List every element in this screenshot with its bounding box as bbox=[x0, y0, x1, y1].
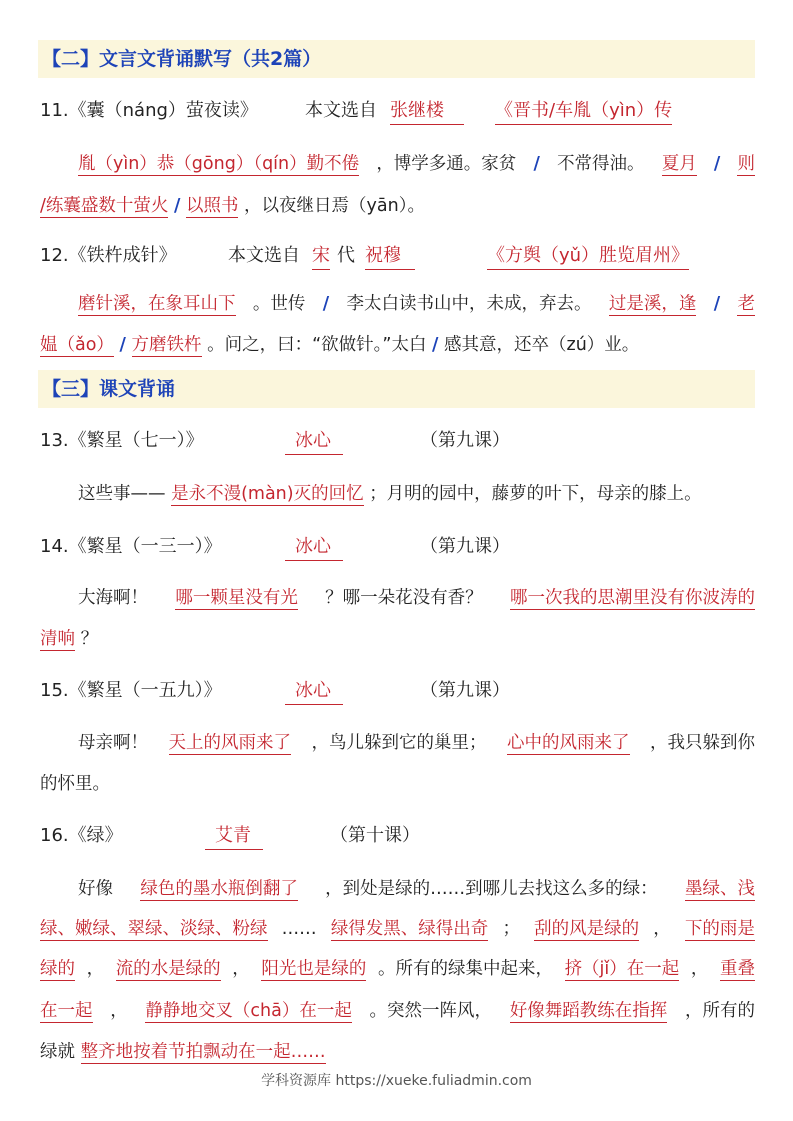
pause-mark: / bbox=[713, 294, 721, 314]
text: 母亲啊！ bbox=[78, 733, 148, 753]
answer-text: 哪一次我的思潮里没有你波涛的 bbox=[509, 588, 755, 608]
text: ？哪一朵花没有香？ bbox=[325, 588, 483, 608]
poem-title: 16.《绿》 bbox=[40, 825, 123, 846]
poem-title-row bbox=[40, 824, 755, 848]
pause-mark: / bbox=[119, 335, 126, 355]
text: ；月明的园中，藤萝的叶下，母亲的膝上。 bbox=[369, 484, 702, 504]
text: 大海啊！ bbox=[78, 588, 148, 608]
author-answer: 冰心 bbox=[285, 429, 343, 455]
text: 好像 bbox=[78, 879, 113, 899]
text: 这些事—— bbox=[78, 484, 166, 504]
answer-text: 过是溪，逢 bbox=[608, 294, 697, 314]
text: 的怀里。 bbox=[40, 774, 110, 794]
text: 。突然一阵风， bbox=[369, 1001, 493, 1021]
pause-mark: / bbox=[432, 335, 439, 355]
lesson-label: （第十课） bbox=[330, 825, 420, 846]
text: 李太白读书山中，未成，弃去。 bbox=[346, 294, 592, 314]
text-line bbox=[40, 627, 755, 651]
source-answer: 《晋书/车胤（yìn）传 bbox=[495, 99, 672, 125]
answer-text: 流的水是绿的 bbox=[115, 959, 221, 979]
text: 。世传 bbox=[252, 294, 306, 314]
answer-text: 哪一颗星没有光 bbox=[175, 588, 298, 608]
text: ，到处是绿的……到哪儿去找这么多的绿： bbox=[325, 879, 658, 899]
pause-mark: / bbox=[713, 154, 721, 174]
poem-title-row bbox=[40, 679, 755, 703]
poem-title-row bbox=[40, 429, 755, 453]
answer-text: 下的雨是 bbox=[684, 919, 755, 939]
section-header: 【三】课文背诵 bbox=[38, 370, 755, 408]
author-answer: 冰心 bbox=[285, 535, 343, 561]
text-line bbox=[78, 292, 755, 316]
text: 代 bbox=[337, 245, 355, 266]
section-header: 【二】文言文背诵默写（共2篇） bbox=[38, 40, 755, 78]
source-label: 本文选自 bbox=[228, 245, 300, 266]
lesson-label: （第九课） bbox=[420, 536, 510, 557]
poem-title-row bbox=[40, 99, 755, 123]
text: 不常得油。 bbox=[557, 154, 645, 174]
poem-title: 13.《繁星（七一）》 bbox=[40, 430, 204, 451]
pause-mark: / bbox=[533, 154, 540, 174]
text: ； bbox=[502, 919, 520, 939]
answer-text: 整齐地按着节拍飘动在一起…… bbox=[80, 1042, 326, 1062]
answer-text: 以照书 bbox=[185, 196, 239, 216]
source-answer: 《方舆（yǔ）胜览眉州》 bbox=[487, 244, 689, 270]
answer-text: 心中的风雨来了 bbox=[507, 733, 630, 753]
text-line bbox=[78, 877, 755, 901]
author-answer: 张继楼 bbox=[390, 99, 464, 125]
poem-title: 14.《繁星（一三一）》 bbox=[40, 536, 222, 557]
answer-text: 胤（yìn）恭（gōng）（qín）勤不倦 bbox=[78, 154, 360, 174]
text-line bbox=[40, 772, 755, 796]
answer-text: 媪（ǎo） bbox=[40, 335, 114, 355]
answer-text: 在一起 bbox=[40, 1001, 93, 1021]
answer-text: 刮的风是绿的 bbox=[534, 919, 640, 939]
text: ， bbox=[232, 959, 250, 979]
answer-text: 磨针溪，在象耳山下 bbox=[78, 294, 236, 314]
text: ， bbox=[653, 919, 671, 939]
text: ，鸟儿躲到它的巢里； bbox=[311, 733, 487, 753]
source-label: 本文选自 bbox=[305, 100, 377, 121]
text-line bbox=[40, 333, 755, 357]
answer-text: 老 bbox=[737, 294, 755, 314]
text-line bbox=[40, 1040, 755, 1064]
answer-text: 阳光也是绿的 bbox=[261, 959, 367, 979]
text-line bbox=[78, 586, 755, 610]
text-line bbox=[78, 152, 755, 176]
text-line bbox=[40, 957, 755, 981]
footer-watermark: 学科资源库 https://xueke.fuliadmin.com bbox=[261, 1073, 532, 1089]
answer-text: 是永不漫(màn)灭的回忆 bbox=[171, 484, 364, 504]
answer-text: 好像舞蹈教练在指挥 bbox=[509, 1001, 668, 1021]
text-line bbox=[78, 482, 755, 506]
text: ， bbox=[86, 959, 105, 979]
text: 感其意，还卒（zú）业。 bbox=[444, 335, 640, 355]
text: ，博学多通。家贫 bbox=[376, 154, 517, 174]
text: …… bbox=[281, 919, 317, 939]
answer-text: 挤（jǐ）在一起 bbox=[564, 959, 680, 979]
text: 。问之，曰：“欲做针。”太白 bbox=[207, 335, 427, 355]
poem-title: 12.《铁杵成针》 bbox=[40, 245, 177, 266]
poem-title: 15.《繁星（一五九）》 bbox=[40, 680, 222, 701]
answer-text: 静静地交叉（chā）在一起 bbox=[145, 1001, 352, 1021]
text: ， bbox=[690, 959, 709, 979]
author-answer: 祝穆 bbox=[365, 244, 415, 270]
answer-text: 绿得发黑、绿得出奇 bbox=[330, 919, 489, 939]
lesson-label: （第九课） bbox=[420, 430, 510, 451]
answer-text: 则 bbox=[737, 154, 755, 174]
answer-text: 夏月 bbox=[661, 154, 697, 174]
answer-text: 绿的 bbox=[40, 959, 75, 979]
lesson-label: （第九课） bbox=[420, 680, 510, 701]
author-answer: 冰心 bbox=[285, 679, 343, 705]
text-line bbox=[40, 999, 755, 1023]
pause-mark: / bbox=[173, 196, 181, 216]
text: ，我只躲到你 bbox=[650, 733, 755, 753]
text: ？ bbox=[80, 629, 99, 649]
text: 。所有的绿集中起来， bbox=[377, 959, 553, 979]
answer-text: /练囊盛数十萤火 bbox=[40, 196, 169, 216]
text-line bbox=[40, 194, 755, 218]
answer-text: 清响 bbox=[40, 629, 75, 649]
poem-title: 11.《囊（náng）萤夜读》 bbox=[40, 100, 258, 121]
pause-mark: / bbox=[322, 294, 330, 314]
text: 绿就 bbox=[40, 1042, 75, 1062]
answer-text: 绿色的墨水瓶倒翻了 bbox=[140, 879, 298, 899]
text: ，所有的 bbox=[684, 1001, 755, 1021]
text: ， bbox=[110, 1001, 128, 1021]
answer-text: 方磨铁杵 bbox=[131, 335, 202, 355]
text-line bbox=[40, 917, 755, 941]
answer-text: 墨绿、浅 bbox=[684, 879, 755, 899]
poem-title-row bbox=[40, 244, 755, 268]
text-line bbox=[78, 731, 755, 755]
dynasty-answer: 宋 bbox=[312, 244, 330, 270]
answer-text: 天上的风雨来了 bbox=[168, 733, 291, 753]
text: ，以夜继日焉（yān）。 bbox=[244, 196, 425, 216]
answer-text: 重叠 bbox=[719, 959, 755, 979]
poem-title-row bbox=[40, 535, 755, 559]
answer-text: 绿、嫩绿、翠绿、淡绿、粉绿 bbox=[40, 919, 268, 939]
author-answer: 艾青 bbox=[205, 824, 263, 850]
